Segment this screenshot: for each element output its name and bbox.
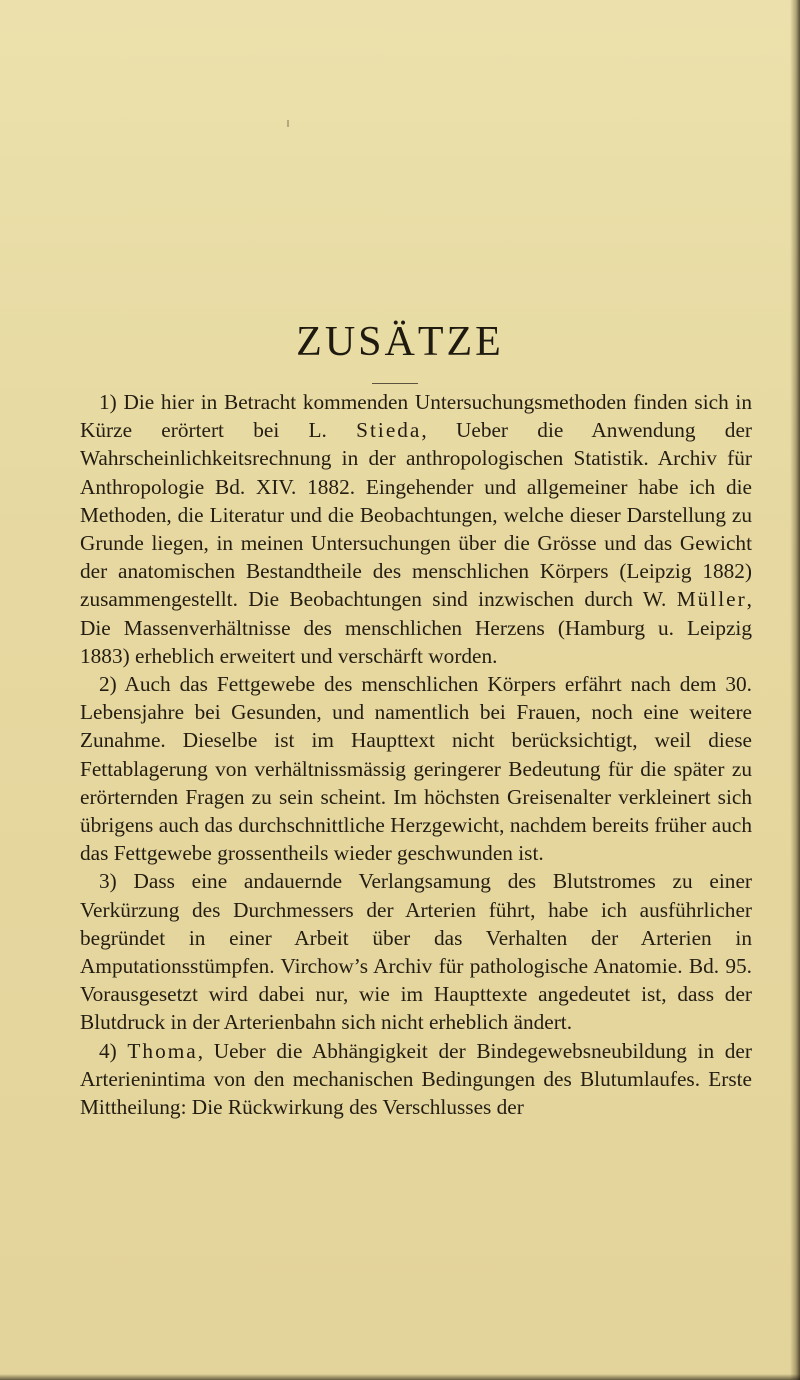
section-title: ZUSÄTZE <box>296 319 504 365</box>
paragraph-text: 1) Die hier in Betracht kommenden Untersuchungsmethoden finden sich in Kürze erörtert bei L. <box>80 390 752 443</box>
paragraph-text: 4) <box>99 1038 128 1063</box>
page-bottom-shadow <box>0 1374 800 1380</box>
paper-speck <box>287 120 289 127</box>
author-name: Müller <box>676 587 747 612</box>
author-name: Thoma <box>127 1038 198 1063</box>
paragraph-4 <box>80 1037 752 1122</box>
author-name: Stieda <box>356 418 422 443</box>
paragraph-text: , Ueber die Anwendung der Wahrscheinlichkeitsrechnung in der anthropologischen Statistik. Archiv für Anthropologie Bd. XIV. 1882. Eingehender und allgemeiner habe ich die Methoden, die Literatur und die Beobachtungen, welche dieser Darstellung zu Grunde liegen, in meinen Untersuchungen über die Grösse und das Gewicht der anatomischen Bestandtheile des menschlichen Körpers (Leipzig 1882) zusammengestellt. Die Beobachtungen sind inzwischen durch W. <box>80 418 752 612</box>
paragraph-1 <box>80 388 752 670</box>
paragraph-3: 3) Dass eine andauernde Verlangsamung des Blutstromes zu einer Verkürzung des Durchmessers der Arterien führt, habe ich ausführlicher begründet in einer Arbeit über das Verhalten der Arterien in Amputationsstümpfen. Virchow’s Archiv für pathologische Anatomie. Bd. 95. Vorausgesetzt wird dabei nur, wie im Haupttexte angedeutet ist, dass der Blutdruck in der Arterienbahn sich nicht erheblich ändert. <box>80 869 752 1035</box>
body-text <box>80 388 752 1121</box>
paragraph-2: 2) Auch das Fettgewebe des menschlichen Körpers erfährt nach dem 30. Lebensjahre bei Gesunden, und namentlich bei Frauen, noch eine weitere Zunahme. Dieselbe ist im Haupttext nicht berücksichtigt, weil diese Fettablagerung von verhältnissmässig geringerer Bedeutung für die später zu erörternden Fragen zu sein scheint. Im höchsten Greisenalter verkleinert sich übrigens auch das durchschnittliche Herzgewicht, nachdem bereits früher auch das Fettgewebe grossentheils wieder geschwunden ist. <box>80 672 752 866</box>
paragraph-text: , Die Massenverhältnisse des menschlichen Herzens (Hamburg u. Leipzig 1883) erheblich erweitert und verschärft worden. <box>80 587 752 668</box>
title-rule <box>372 383 418 384</box>
paragraph-text: , Ueber die Abhängigkeit der Bindegewebsneubildung in der Arterienintima von den mechanischen Bedingungen des Blutumlaufes. Erste Mittheilung: Die Rückwirkung des Verschlusses der <box>80 1038 752 1120</box>
page-edge-shadow <box>790 0 800 1380</box>
